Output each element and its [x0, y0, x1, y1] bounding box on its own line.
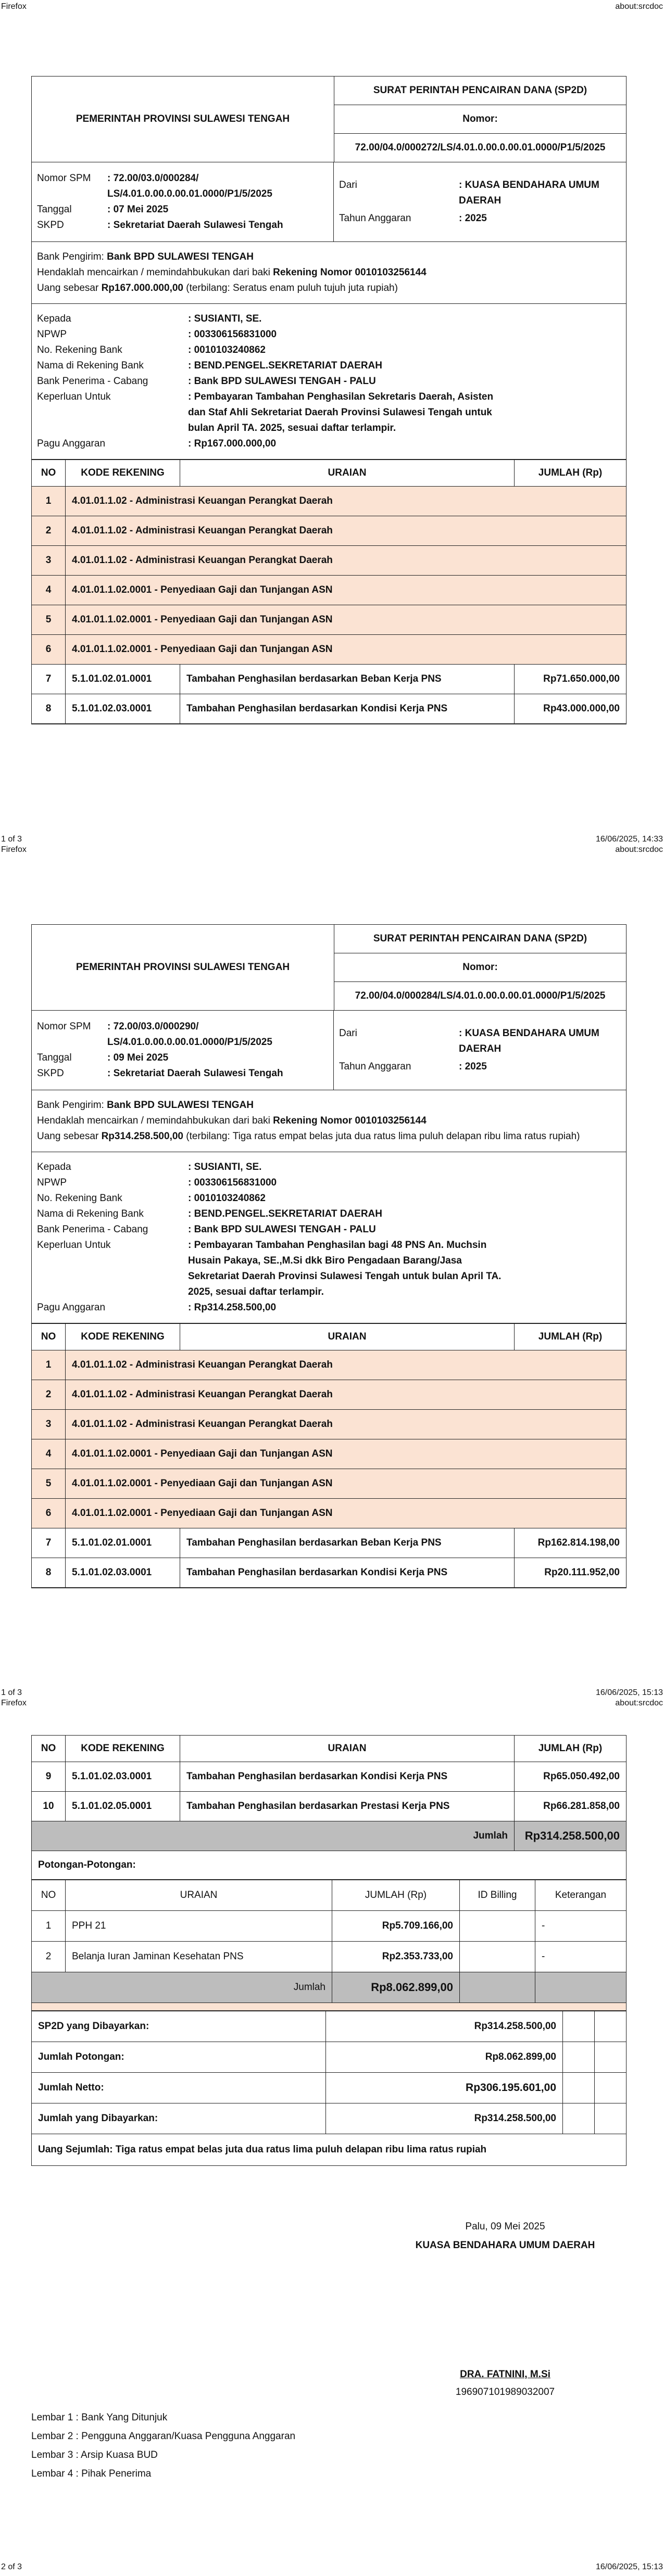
- keperluan-line: : Pembayaran Tambahan Penghasilan Sekretaris Daerah, Asisten: [188, 391, 494, 402]
- doc-title: SURAT PERINTAH PENCAIRAN DANA (SP2D): [334, 925, 626, 953]
- table-row: [32, 546, 626, 576]
- pot-jumlah: Rp2.353.733,00: [332, 1942, 460, 1972]
- row-code: 5.1.01.02.05.0001: [66, 1792, 180, 1821]
- lembar-item: Lembar 3 : Arsip Kuasa BUD: [31, 2450, 158, 2460]
- browser-app: Firefox: [1, 1699, 27, 1707]
- table-row: [32, 694, 626, 724]
- jumlah-label: Jumlah: [32, 1821, 515, 1851]
- row-no: 3: [32, 1410, 66, 1439]
- nama-rek-value: : BEND.PENGEL.SEKRETARIAT DAERAH: [188, 1208, 382, 1219]
- no-rek-value: : 0010103240862: [188, 1193, 266, 1204]
- summary-label: Jumlah Potongan:: [32, 2042, 326, 2073]
- dari-value-2: DAERAH: [459, 1043, 502, 1054]
- doc-header: [32, 925, 626, 1011]
- row-no: 9: [32, 1762, 66, 1792]
- recipient-info: Kepada : SUSIANTI, SE. NPWP : 003306156831000 No. Rekening Bank : 0010103240862 Nama di Rekening Bank : BEND.PENGEL.SEKRETARIAT DAERAH Bank Penerima - Cabang : Bank BPD SULAWESI TENGAH - PALU Keperluan Untuk : Pembayaran Tambahan Penghasilan bagi 48 PNS An. Muchsin Husain Pakaya, SE.,M.Si dkk Biro Pengadaan Barang/Jasa Sekretariat Daerah Provinsi Sulawesi Tengah untuk bulan April TA. 2025, sesuai daftar terlampir. Pagu Anggaran : Rp314.258.500,00: [32, 1152, 626, 1323]
- row-no: 7: [32, 1528, 66, 1558]
- pot-ket: -: [535, 1911, 627, 1942]
- pagu-value: : Rp167.000.000,00: [188, 438, 277, 449]
- spm-value-2: LS/4.01.0.00.0.00.01.0000/P1/5/2025: [107, 1037, 272, 1048]
- dari-value-2: DAERAH: [459, 195, 502, 206]
- browser-header: [0, 0, 664, 16]
- tahun-label: Tahun Anggaran: [339, 1061, 411, 1072]
- table-row: [32, 1762, 627, 1792]
- row-no: 10: [32, 1792, 66, 1821]
- keperluan-line: : Pembayaran Tambahan Penghasilan bagi 48 PNS An. Muchsin: [188, 1240, 487, 1251]
- spm-value: : 72.00/03.0/000284/: [107, 173, 199, 184]
- row-no: 6: [32, 1499, 66, 1528]
- row-code: 5.1.01.02.03.0001: [66, 694, 180, 724]
- row-uraian: Tambahan Penghasilan berdasarkan Prestasi Kerja PNS: [180, 1792, 515, 1821]
- lembar-item: Lembar 2 : Pengguna Anggaran/Kuasa Pengguna Anggaran: [31, 2431, 296, 2442]
- spm-value-2: LS/4.01.0.00.0.00.01.0000/P1/5/2025: [107, 188, 272, 199]
- keperluan-line: 2025, sesuai daftar terlampir.: [188, 1286, 324, 1297]
- row-uraian: Tambahan Penghasilan berdasarkan Beban Kerja PNS: [180, 665, 515, 694]
- summary-table: [31, 2011, 627, 2134]
- browser-app: Firefox: [1, 845, 27, 854]
- browser-url: about:srcdoc: [615, 2, 663, 11]
- tanggal-value: : 09 Mei 2025: [107, 1052, 169, 1063]
- summary-row: [32, 2011, 627, 2042]
- pot-billing: [460, 1911, 535, 1942]
- table-row: [32, 1558, 626, 1588]
- browser-header: [0, 843, 664, 859]
- skpd-label: SKPD: [37, 220, 64, 231]
- sp2d-continuation: [31, 1735, 627, 2166]
- pot-no: 2: [32, 1942, 66, 1972]
- pot-no: 1: [32, 1911, 66, 1942]
- pot-uraian: Belanja Iuran Jaminan Kesehatan PNS: [66, 1942, 332, 1972]
- table-row: [32, 487, 626, 516]
- row-text: 4.01.01.1.02 - Administrasi Keuangan Perangkat Daerah: [66, 487, 627, 516]
- rekening-table: [31, 1735, 627, 1851]
- summary-row: [32, 2073, 627, 2103]
- rekening-table: [32, 1323, 626, 1588]
- summary-row: [32, 2103, 627, 2134]
- col-jumlah: JUMLAH (Rp): [515, 1736, 627, 1762]
- terbilang: (terbilang: Seratus enam puluh tujuh juta rupiah): [183, 283, 398, 294]
- row-text: 4.01.01.1.02 - Administrasi Keuangan Perangkat Daerah: [66, 1350, 627, 1380]
- row-code: 5.1.01.02.03.0001: [66, 1762, 180, 1792]
- bank-penerima-value: : Bank BPD SULAWESI TENGAH - PALU: [188, 376, 376, 387]
- col-uraian: URAIAN: [180, 1736, 515, 1762]
- keperluan-line: Husain Pakaya, SE.,M.Si dkk Biro Pengadaan Barang/Jasa: [188, 1255, 462, 1266]
- lembar-list: [31, 2408, 295, 2483]
- nama-rek-value: : BEND.PENGEL.SEKRETARIAT DAERAH: [188, 360, 382, 371]
- doc-info: [32, 1011, 626, 1090]
- row-text: 4.01.01.1.02 - Administrasi Keuangan Perangkat Daerah: [66, 546, 627, 576]
- skpd-label: SKPD: [37, 1068, 64, 1079]
- doc-title: SURAT PERINTAH PENCAIRAN DANA (SP2D): [334, 76, 626, 105]
- browser-url: about:srcdoc: [615, 845, 663, 854]
- sp2d-document: [31, 924, 627, 1588]
- summary-label: Jumlah yang Dibayarkan:: [32, 2103, 326, 2134]
- jumlah-row: [32, 1821, 627, 1851]
- table-row: [32, 1380, 626, 1410]
- col-uraian: URAIAN: [180, 1324, 515, 1350]
- row-amount: Rp66.281.858,00: [515, 1792, 627, 1821]
- bank-pengirim: Bank BPD SULAWESI TENGAH: [107, 251, 254, 262]
- print-timestamp: 16/06/2025, 15:13: [595, 1688, 663, 1697]
- row-amount: Rp162.814.198,00: [515, 1528, 627, 1558]
- table-row: [32, 665, 626, 694]
- dari-value: : KUASA BENDAHARA UMUM: [459, 180, 599, 190]
- row-uraian: Tambahan Penghasilan berdasarkan Beban Kerja PNS: [180, 1528, 515, 1558]
- col-no: NO: [32, 460, 66, 487]
- row-no: 5: [32, 1469, 66, 1499]
- row-amount: Rp43.000.000,00: [515, 694, 627, 724]
- signer-nip: 196907101989032007: [455, 2387, 555, 2398]
- bank-penerima-value: : Bank BPD SULAWESI TENGAH - PALU: [188, 1224, 376, 1235]
- col-no: NO: [32, 1324, 66, 1350]
- table-row: [32, 1499, 626, 1528]
- row-text: 4.01.01.1.02.0001 - Penyediaan Gaji dan Tunjangan ASN: [66, 1499, 627, 1528]
- col-jumlah: JUMLAH (Rp): [515, 1324, 627, 1350]
- row-no: 1: [32, 1350, 66, 1380]
- row-text: 4.01.01.1.02.0001 - Penyediaan Gaji dan Tunjangan ASN: [66, 576, 627, 605]
- row-uraian: Tambahan Penghasilan berdasarkan Kondisi Kerja PNS: [180, 694, 515, 724]
- lembar-item: Lembar 1 : Bank Yang Ditunjuk: [31, 2412, 168, 2423]
- row-code: 5.1.01.02.03.0001: [66, 1558, 180, 1588]
- skpd-value: : Sekretariat Daerah Sulawesi Tengah: [107, 1068, 283, 1079]
- col-kode: KODE REKENING: [66, 1736, 180, 1762]
- potongan-title: Potongan-Potongan:: [31, 1851, 627, 1880]
- keperluan-line: dan Staf Ahli Sekretariat Daerah Provinsi Sulawesi Tengah untuk: [188, 407, 492, 418]
- row-no: 2: [32, 1380, 66, 1410]
- spm-label: Nomor SPM: [37, 173, 91, 184]
- browser-url: about:srcdoc: [615, 1699, 663, 1707]
- jumlah-value: Rp314.258.500,00: [515, 1821, 627, 1851]
- rekening-table: [32, 460, 626, 724]
- summary-row: [32, 2042, 627, 2073]
- keperluan-line: bulan April TA. 2025, sesuai daftar terlampir.: [188, 423, 396, 433]
- issuer: PEMERINTAH PROVINSI SULAWESI TENGAH: [32, 925, 334, 1010]
- row-no: 8: [32, 1558, 66, 1588]
- col-kode: KODE REKENING: [66, 1324, 180, 1350]
- row-no: 4: [32, 576, 66, 605]
- nomor-label: Nomor:: [334, 105, 626, 134]
- row-uraian: Tambahan Penghasilan berdasarkan Kondisi Kerja PNS: [180, 1558, 515, 1588]
- signer-name: DRA. FATNINI, M.Si: [460, 2369, 550, 2380]
- no-rek-value: : 0010103240862: [188, 345, 266, 355]
- print-timestamp: 16/06/2025, 14:33: [595, 835, 663, 844]
- browser-app: Firefox: [1, 2, 27, 11]
- browser-header: [0, 1697, 664, 1712]
- bank-info: Bank Pengirim: Bank BPD SULAWESI TENGAH Hendaklah mencairkan / memindahbukukan dari baki Rekening Nomor 0010103256144 Uang sebesar Rp314.258.500,00 (terbilang: Tiga ratus empat belas juta dua ratus lima puluh delapan ribu lima ratus rupiah): [32, 1090, 626, 1152]
- sp2d-document: [31, 76, 627, 724]
- tahun-value: : 2025: [459, 1061, 487, 1072]
- tahun-label: Tahun Anggaran: [339, 213, 411, 224]
- keperluan-value: [188, 1238, 621, 1300]
- pot-jumlah-value: Rp8.062.899,00: [332, 1972, 460, 2003]
- tahun-value: : 2025: [459, 213, 487, 224]
- npwp-value: : 003306156831000: [188, 1177, 277, 1188]
- rekening-nomor: Rekening Nomor 0010103256144: [273, 1115, 427, 1126]
- keperluan-value: [188, 389, 621, 436]
- issuer: PEMERINTAH PROVINSI SULAWESI TENGAH: [32, 76, 334, 162]
- row-text: 4.01.01.1.02.0001 - Penyediaan Gaji dan Tunjangan ASN: [66, 1439, 627, 1469]
- row-text: 4.01.01.1.02 - Administrasi Keuangan Perangkat Daerah: [66, 1380, 627, 1410]
- col-kode: KODE REKENING: [66, 460, 180, 487]
- row-no: 2: [32, 516, 66, 546]
- summary-value: Rp314.258.500,00: [326, 2103, 563, 2134]
- col-no: NO: [32, 1736, 66, 1762]
- print-timestamp: 16/06/2025, 15:13: [595, 2562, 663, 2571]
- dari-label: Dari: [339, 180, 357, 190]
- recipient-info: Kepada : SUSIANTI, SE. NPWP : 003306156831000 No. Rekening Bank : 0010103240862 Nama di Rekening Bank : BEND.PENGEL.SEKRETARIAT DAERAH Bank Penerima - Cabang : Bank BPD SULAWESI TENGAH - PALU Keperluan Untuk : Pembayaran Tambahan Penghasilan Sekretaris Daerah, Asisten dan Staf Ahli Sekretariat Daerah Provinsi Sulawesi Tengah untuk bulan April TA. 2025, sesuai daftar terlampir. Pagu Anggaran : Rp167.000.000,00: [32, 304, 626, 460]
- table-row: [32, 635, 626, 665]
- pot-uraian: PPH 21: [66, 1911, 332, 1942]
- dari-value: : KUASA BENDAHARA UMUM: [459, 1028, 599, 1039]
- col-jumlah: JUMLAH (Rp): [515, 460, 627, 487]
- table-row: [32, 605, 626, 635]
- keperluan-line: Sekretariat Daerah Provinsi Sulawesi Tengah untuk bulan April TA.: [188, 1271, 502, 1282]
- pot-col-jumlah: JUMLAH (Rp): [332, 1880, 460, 1911]
- tanggal-label: Tanggal: [37, 1052, 72, 1063]
- bank-info: Bank Pengirim: Bank BPD SULAWESI TENGAH Hendaklah mencairkan / memindahbukukan dari baki Rekening Nomor 0010103256144 Uang sebesar Rp167.000.000,00 (terbilang: Seratus enam puluh tujuh juta rupiah): [32, 242, 626, 304]
- row-amount: Rp20.111.952,00: [515, 1558, 627, 1588]
- row-uraian: Tambahan Penghasilan berdasarkan Kondisi Kerja PNS: [180, 1762, 515, 1792]
- row-no: 7: [32, 665, 66, 694]
- tanggal-label: Tanggal: [37, 204, 72, 215]
- doc-header: [32, 76, 626, 162]
- pot-col-billing: ID Billing: [460, 1880, 535, 1911]
- row-no: 4: [32, 1439, 66, 1469]
- potongan-row: [32, 1942, 627, 1972]
- row-text: 4.01.01.1.02 - Administrasi Keuangan Perangkat Daerah: [66, 1410, 627, 1439]
- terbilang: (terbilang: Tiga ratus empat belas juta dua ratus lima puluh delapan ribu lima ratus rupiah): [183, 1131, 580, 1142]
- spm-value: : 72.00/03.0/000290/: [107, 1021, 199, 1032]
- table-row: [32, 1528, 626, 1558]
- pot-jumlah-label: Jumlah: [32, 1972, 332, 2003]
- tanggal-value: : 07 Mei 2025: [107, 204, 169, 215]
- pot-col-no: NO: [32, 1880, 66, 1911]
- summary-label: Jumlah Netto:: [32, 2073, 326, 2103]
- page-footer: [0, 2560, 664, 2576]
- row-no: 8: [32, 694, 66, 724]
- page-count: 2 of 3: [1, 2562, 22, 2571]
- bank-pengirim: Bank BPD SULAWESI TENGAH: [107, 1100, 254, 1111]
- signer-position: KUASA BENDAHARA UMUM DAERAH: [415, 2240, 595, 2251]
- row-amount: Rp71.650.000,00: [515, 665, 627, 694]
- lembar-item: Lembar 4 : Pihak Penerima: [31, 2468, 152, 2479]
- row-no: 5: [32, 605, 66, 635]
- rekening-nomor: Rekening Nomor 0010103256144: [273, 267, 427, 278]
- table-row: [32, 1792, 627, 1821]
- row-text: 4.01.01.1.02.0001 - Penyediaan Gaji dan Tunjangan ASN: [66, 1469, 627, 1499]
- row-text: 4.01.01.1.02 - Administrasi Keuangan Perangkat Daerah: [66, 516, 627, 546]
- table-row: [32, 1439, 626, 1469]
- terbilang-total: Uang Sejumlah: Tiga ratus empat belas juta dua ratus lima puluh delapan ribu lima ratus rupiah: [31, 2134, 627, 2166]
- summary-label: SP2D yang Dibayarkan:: [32, 2011, 326, 2042]
- summary-value: Rp306.195.601,00: [326, 2073, 563, 2103]
- nomor-value: 72.00/04.0/000284/LS/4.01.0.00.0.00.01.0000/P1/5/2025: [355, 990, 606, 1001]
- doc-info: [32, 162, 626, 242]
- kepada-value: : SUSIANTI, SE.: [188, 1162, 262, 1172]
- table-row: [32, 1410, 626, 1439]
- pot-jumlah: Rp5.709.166,00: [332, 1911, 460, 1942]
- summary-value: Rp314.258.500,00: [326, 2011, 563, 2042]
- spm-label: Nomor SPM: [37, 1021, 91, 1032]
- potongan-table: [31, 1880, 627, 2003]
- row-no: 6: [32, 635, 66, 665]
- skpd-value: : Sekretariat Daerah Sulawesi Tengah: [107, 220, 283, 231]
- pot-ket: -: [535, 1942, 627, 1972]
- row-no: 3: [32, 546, 66, 576]
- pot-col-uraian: URAIAN: [66, 1880, 332, 1911]
- row-text: 4.01.01.1.02.0001 - Penyediaan Gaji dan Tunjangan ASN: [66, 635, 627, 665]
- potongan-row: [32, 1911, 627, 1942]
- uang-sebesar: Rp167.000.000,00: [101, 283, 183, 294]
- col-uraian: URAIAN: [180, 460, 515, 487]
- row-code: 5.1.01.02.01.0001: [66, 1528, 180, 1558]
- dari-label: Dari: [339, 1028, 357, 1039]
- row-no: 1: [32, 487, 66, 516]
- uang-sebesar: Rp314.258.500,00: [101, 1131, 183, 1142]
- row-amount: Rp65.050.492,00: [515, 1762, 627, 1792]
- pot-billing: [460, 1942, 535, 1972]
- place-date: Palu, 09 Mei 2025: [465, 2221, 545, 2232]
- nomor-label: Nomor:: [334, 953, 626, 982]
- table-row: [32, 1350, 626, 1380]
- summary-value: Rp8.062.899,00: [326, 2042, 563, 2073]
- table-row: [32, 516, 626, 546]
- page-count: 1 of 3: [1, 1688, 22, 1697]
- pagu-value: : Rp314.258.500,00: [188, 1302, 277, 1313]
- row-code: 5.1.01.02.01.0001: [66, 665, 180, 694]
- pot-col-ket: Keterangan: [535, 1880, 627, 1911]
- page-count: 1 of 3: [1, 835, 22, 844]
- row-text: 4.01.01.1.02.0001 - Penyediaan Gaji dan Tunjangan ASN: [66, 605, 627, 635]
- nomor-value: 72.00/04.0/000272/LS/4.01.0.00.0.00.01.0000/P1/5/2025: [355, 142, 606, 153]
- npwp-value: : 003306156831000: [188, 329, 277, 340]
- table-row: [32, 576, 626, 605]
- kepada-value: : SUSIANTI, SE.: [188, 313, 262, 324]
- table-row: [32, 1469, 626, 1499]
